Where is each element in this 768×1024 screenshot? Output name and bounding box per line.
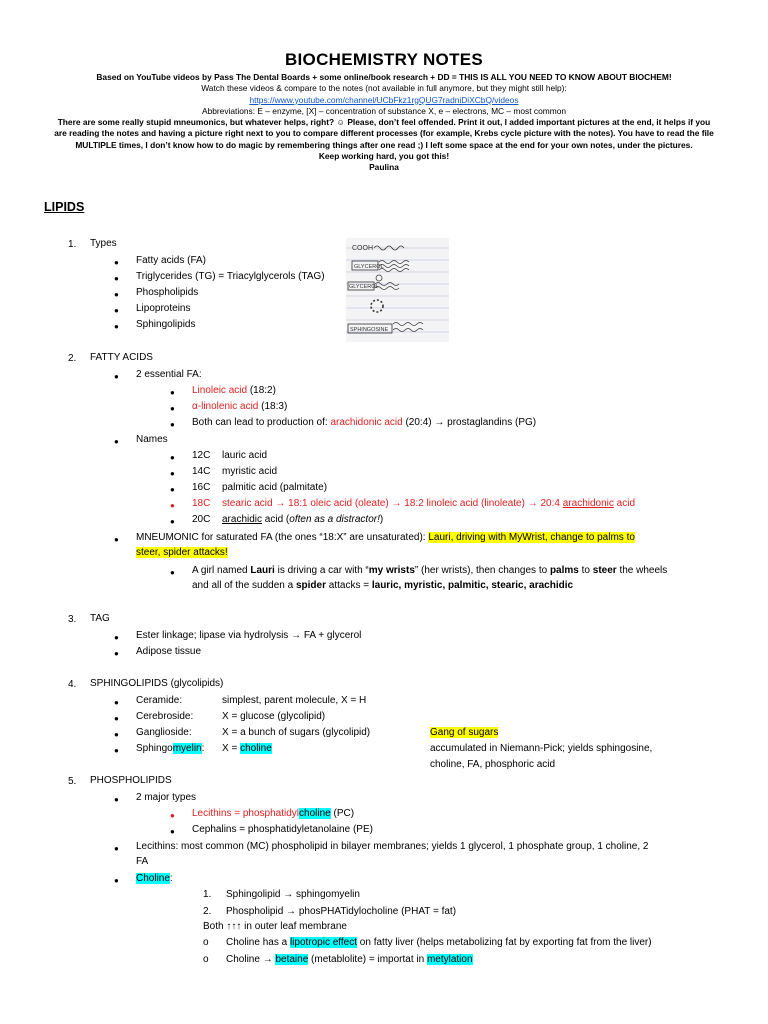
bullet-icon: ● [114, 730, 119, 739]
section-title: Types [90, 238, 117, 249]
definition: simplest, parent molecule, X = H [222, 695, 367, 706]
list-number: 3. [68, 614, 77, 625]
list-item: FA [136, 856, 149, 867]
list-item: Choline → betaine (metablolite) = importat in metylation [226, 954, 473, 965]
intro-line: There are some really stupid mneumonics, but whatever helps, right? ☺ Please, don’t feel offended. Print it out, I added important pictures at the end, it helps if you [57, 117, 711, 128]
bullet-icon: ● [114, 437, 119, 446]
list-item: palmitic acid (palmitate) [222, 482, 328, 493]
bullet-icon: ● [170, 827, 175, 836]
list-item: Lecithins: most common (MC) phospholipid in bilayer membranes; yields 1 glycerol, 1 phosphate group, 1 choline, 2 [136, 841, 649, 852]
list-item: arachidic acid (often as a distractor!) [222, 514, 384, 525]
bullet-icon: ● [170, 517, 175, 526]
list-item: 12C [192, 450, 211, 461]
intro-line: Abbreviations: E – enzyme, [X] – concentration of substance X, e – electrons, MC – most common [201, 105, 567, 116]
intro-line: Paulina [369, 162, 399, 173]
intro-line: Keep working hard, you got this! [318, 151, 450, 162]
section-title: TAG [90, 613, 110, 624]
section-title: FATTY ACIDS [90, 352, 153, 363]
bullet-icon: ● [170, 469, 175, 478]
bullet-icon: ● [114, 322, 119, 331]
list-item: myristic acid [222, 466, 278, 477]
list-number: 4. [68, 679, 77, 690]
intro-line: Based on YouTube videos by Pass The Dental Boards + some online/book research + DD = THIS IS ALL YOU NEED TO KNOW ABOUT BIOCHEM! [96, 72, 672, 82]
circle-bullet-icon: o [203, 937, 209, 948]
list-item: Linoleic acid (18:2) [192, 385, 276, 396]
list-item: α-linolenic acid (18:3) [192, 401, 288, 412]
list-item: 2 major types [136, 792, 197, 803]
section-title: SPHINGOLIPIDS (glycolipids) [90, 678, 224, 689]
document-title: BIOCHEMISTRY NOTES [284, 50, 484, 69]
bullet-icon: ● [170, 420, 175, 429]
list-item: 18C [192, 498, 211, 509]
bullet-icon: ● [114, 306, 119, 315]
list-item: Adipose tissue [136, 646, 202, 657]
side-note: Gang of sugars [430, 727, 499, 738]
bullet-icon: ● [114, 258, 119, 267]
bullet-icon: ● [114, 274, 119, 283]
list-item: 2 essential FA: [136, 369, 202, 380]
bullet-icon: ● [170, 388, 175, 397]
lipid-types-sketch [346, 238, 449, 342]
bullet-icon: ● [114, 698, 119, 707]
list-item: Fatty acids (FA) [136, 255, 207, 266]
definition: X = choline [222, 743, 272, 754]
circle-bullet-icon: o [203, 954, 209, 965]
list-item: Sphingolipid → sphingomyelin [226, 889, 360, 900]
list-item: Choline has a lipotropic effect on fatty liver (helps metabolizing fat by exporting fat from the liver) [226, 937, 652, 948]
bullet-icon: ● [114, 290, 119, 299]
side-note: accumulated in Niemann-Pick; yields sphingosine, [430, 743, 653, 754]
list-item: Cephalins = phosphatidyletanolaine (PE) [192, 824, 373, 835]
list-item: Names [136, 434, 168, 445]
list-number: 1. [68, 239, 77, 250]
list-number: 1. [203, 889, 212, 900]
bullet-icon: ● [114, 844, 119, 853]
list-number: 2. [203, 906, 212, 917]
bullet-icon: ● [170, 501, 175, 510]
sketch-label: GLYCEROL [349, 284, 379, 290]
definition: X = glucose (glycolipid) [222, 711, 326, 722]
bullet-icon: ● [114, 372, 119, 381]
intro-line: MULTIPLE times, I don’t know how to do magic by remembering things after one read ;) I left some space at the end for your own notes, under the pictures. [75, 139, 693, 150]
side-note: choline, FA, phosphoric acid [430, 759, 556, 770]
sketch-label: SPHINGOSINE [350, 327, 389, 333]
list-item: Sphingolipids [136, 319, 196, 330]
list-item: Both can lead to production of: arachidonic acid (20:4) → prostaglandins (PG) [192, 417, 537, 428]
bullet-icon: ● [170, 568, 175, 577]
intro-line: Watch these videos & compare to the notes (not available in full anymore, but they might still help): [201, 83, 567, 94]
section-heading-lipids: LIPIDS [44, 200, 85, 214]
mnemonic-story: A girl named Lauri is driving a car with “my wrists” (her wrists), then changes to palms to steer the wheels [192, 565, 668, 576]
mnemonic-story: and all of the sudden a spider attacks = lauric, myristic, palmitic, stearic, arachidic [192, 580, 574, 591]
list-item: Choline: [136, 873, 173, 884]
list-item: Both ↑↑↑ in outer leaf membrane [203, 921, 347, 932]
mnemonic-line: MNEUMONIC for saturated FA (the ones “18:X” are unsaturated): Lauri, driving with MyWrist, change to palms to [136, 532, 635, 543]
term: Ganglioside: [136, 727, 192, 738]
term: Ceramide: [136, 695, 183, 706]
section-title: PHOSPHOLIPIDS [90, 775, 172, 786]
bullet-icon: ● [114, 649, 119, 658]
list-item: Lecithins = phosphatidylcholine (PC) [192, 808, 355, 819]
list-item: stearic acid → 18:1 oleic acid (oleate) → 18:2 linoleic acid (linoleate) → 20:4 arachidonic acid [222, 498, 636, 509]
list-number: 5. [68, 776, 77, 787]
term: Cerebroside: [136, 711, 194, 722]
bullet-icon: ● [170, 485, 175, 494]
list-item: Triglycerides (TG) = Triacylglycerols (TAG) [136, 271, 325, 282]
list-item: Phospholipids [136, 287, 199, 298]
intro-line: are reading the notes and having a picture right next to you to compare different processes (for example, Krebs cycle picture with the notes). You have to read the file [54, 128, 714, 139]
bullet-icon: ● [114, 633, 119, 642]
sketch-label: COOH [352, 245, 373, 252]
list-item: Lipoproteins [136, 303, 191, 314]
mnemonic-line: steer, spider attacks! [136, 547, 228, 558]
bullet-icon: ● [170, 453, 175, 462]
list-item: Ester linkage; lipase via hydrolysis → FA + glycerol [136, 630, 362, 641]
bullet-icon: ● [114, 746, 119, 755]
list-item: 16C [192, 482, 211, 493]
bullet-icon: ● [170, 811, 175, 820]
list-item: lauric acid [222, 450, 268, 461]
bullet-icon: ● [114, 795, 119, 804]
list-item: 20C [192, 514, 211, 525]
intro-block [34, 72, 734, 174]
list-number: 2. [68, 353, 77, 364]
term: Sphingomyelin: [136, 743, 205, 754]
youtube-link[interactable]: https://www.youtube.com/channel/UCbFkz1rgQUG7radniDiXCbQ/videos [249, 94, 519, 105]
definition: X = a bunch of sugars (glycolipid) [222, 727, 371, 738]
bullet-icon: ● [170, 404, 175, 413]
sketch-label: GLYCEROL [354, 264, 384, 270]
bullet-icon: ● [114, 535, 119, 544]
bullet-icon: ● [114, 714, 119, 723]
list-item: Phospholipid → phosPHATidylocholine (PHAT = fat) [226, 906, 457, 917]
bullet-icon: ● [114, 876, 119, 885]
list-item: 14C [192, 466, 211, 477]
